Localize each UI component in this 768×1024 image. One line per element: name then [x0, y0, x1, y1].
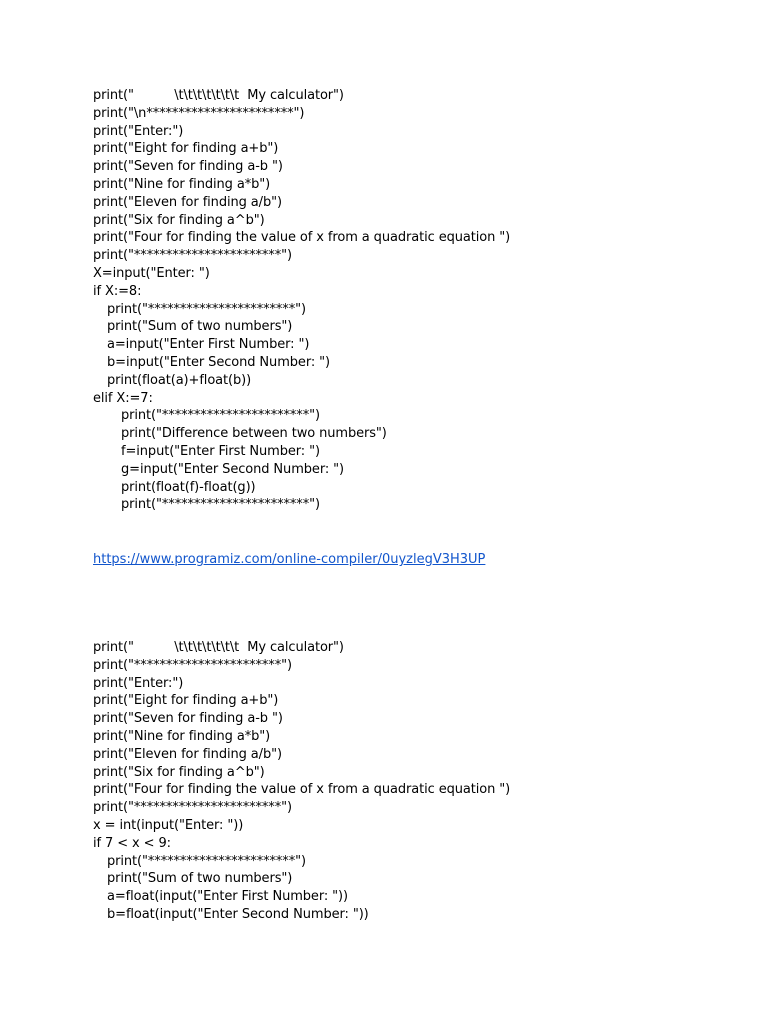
code-line: print("***********************") [121, 408, 320, 424]
code-line: print(" \t\t\t\t\t\t\t My calculator") [93, 88, 344, 103]
code-line: print("Nine for finding a*b") [93, 728, 271, 744]
code-line: b=float(input("Enter Second Number: ")) [107, 906, 369, 922]
code-line: print("\n***********************") [93, 105, 305, 121]
code-line: elif X:=7: [93, 390, 153, 406]
code-line: print("Eight for finding a+b") [93, 141, 279, 157]
code-line: print("Four for finding the value of x from a quadratic equation ") [93, 782, 511, 798]
code-line: if 7 < x < 9: [93, 835, 171, 851]
code-line: x = int(input("Enter: ")) [93, 817, 244, 833]
code-line: b=input("Enter Second Number: ") [107, 354, 330, 370]
code-line: X=input("Enter: ") [93, 265, 210, 281]
code-line: print(float(a)+float(b)) [107, 372, 252, 388]
code-line: a=input("Enter First Number: ") [107, 337, 310, 353]
compiler-link[interactable]: https://www.programiz.com/online-compiler/0uyzlegV3H3UP [93, 552, 486, 567]
code-line: print(" \t\t\t\t\t\t\t My calculator") [93, 640, 344, 655]
code-line: print("Eleven for finding a/b") [93, 194, 282, 210]
code-line: print("Eleven for finding a/b") [93, 746, 282, 762]
code-line: print("Six for finding a^b") [93, 212, 265, 228]
code-line: print("Sum of two numbers") [107, 871, 293, 887]
code-line: print("Difference between two numbers") [121, 426, 387, 442]
code-line: print(float(f)-float(g)) [121, 479, 256, 495]
code-line: print("***********************") [93, 248, 292, 264]
code-line: f=input("Enter First Number: ") [121, 443, 320, 459]
code-line: if X:=8: [93, 283, 142, 299]
code-line: a=float(input("Enter First Number: ")) [107, 889, 348, 905]
code-line: print("***********************") [121, 497, 320, 513]
code-line: print("***********************") [107, 853, 306, 869]
code-line: print("Enter:") [93, 675, 184, 691]
code-line: print("***********************") [93, 657, 292, 673]
code-line: print("Sum of two numbers") [107, 319, 293, 335]
code-line: print("Six for finding a^b") [93, 764, 265, 780]
code-block-first [93, 87, 510, 514]
code-line: print("***********************") [107, 301, 306, 317]
code-line: g=input("Enter Second Number: ") [121, 461, 344, 477]
code-line: print("Seven for finding a-b ") [93, 159, 283, 175]
code-line: print("***********************") [93, 800, 292, 816]
code-line: print("Eight for finding a+b") [93, 693, 279, 709]
code-block-second [93, 639, 510, 924]
code-line: print("Nine for finding a*b") [93, 176, 271, 192]
code-line: print("Seven for finding a-b ") [93, 711, 283, 727]
code-line: print("Four for finding the value of x from a quadratic equation ") [93, 230, 511, 246]
code-line: print("Enter:") [93, 123, 184, 139]
